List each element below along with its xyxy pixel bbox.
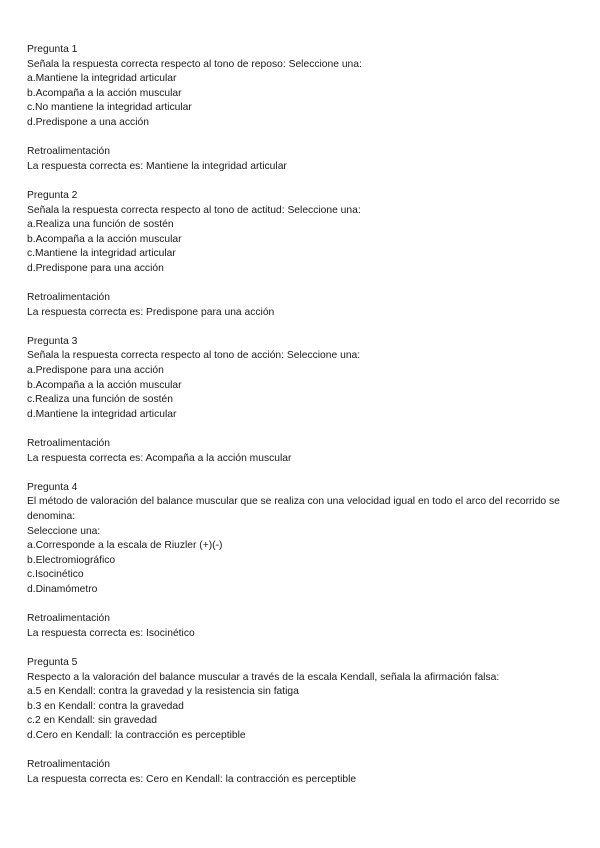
answer-option-a: a.Corresponde a la escala de Riuzler (+)(-) [27,540,223,552]
feedback-heading: Retroalimentación [27,146,110,158]
answer-option-a: a.Predispone para una acción [27,365,164,377]
answer-option-b: b.Electromiográfico [27,554,116,566]
feedback-heading: Retroalimentación [27,759,110,771]
question-block-4 [27,481,575,642]
answer-option-d: d.Dinamómetro [27,583,98,595]
answer-option-c: c.Realiza una función de sostén [27,394,173,406]
question-title: Pregunta 3 [27,335,78,347]
answer-option-b: b.Acompaña a la acción muscular [27,233,182,245]
feedback-text: La respuesta correcta es: Acompaña a la acción muscular [27,452,292,464]
question-title: Pregunta 5 [27,656,78,668]
feedback-text: La respuesta correcta es: Cero en Kendall: la contracción es perceptible [27,773,357,785]
question-prompt: El método de valoración del balance muscular que se realiza con una velocidad igual en todo el arco del recorrido se denomina: [27,496,560,522]
answer-option-d: d.Predispone para una acción [27,262,164,274]
feedback-heading: Retroalimentación [27,613,110,625]
feedback-text: La respuesta correcta es: Predispone para una acción [27,306,275,318]
answer-option-a: a.Realiza una función de sostén [27,219,174,231]
answer-option-b: b.3 en Kendall: contra la gravedad [27,700,184,712]
question-prompt: Señala la respuesta correcta respecto al tono de actitud: Seleccione una: [27,204,361,216]
answer-option-c: c.2 en Kendall: sin gravedad [27,715,157,727]
answer-option-d: d.Mantiene la integridad articular [27,408,177,420]
question-title: Pregunta 1 [27,44,78,55]
answer-option-d: d.Cero en Kendall: la contracción es perceptible [27,729,246,741]
question-prompt: Señala la respuesta correcta respecto al tono de acción: Seleccione una: [27,350,361,362]
answer-option-a: a.5 en Kendall: contra la gravedad y la resistencia sin fatiga [27,686,299,698]
select-label: Seleccione una: [27,525,101,537]
answer-option-c: c.No mantiene la integridad articular [27,102,192,114]
answer-option-a: a.Mantiene la integridad articular [27,73,177,85]
feedback-text: La respuesta correcta es: Isocinético [27,627,195,639]
question-block-2 [27,189,575,320]
question-block-1 [27,43,575,174]
feedback-heading: Retroalimentación [27,438,110,450]
question-block-3 [27,335,575,466]
answer-option-b: b.Acompaña a la acción muscular [27,87,182,99]
question-title: Pregunta 2 [27,189,78,201]
answer-option-c: c.Isocinético [27,569,84,581]
answer-option-b: b.Acompaña a la acción muscular [27,379,182,391]
feedback-text: La respuesta correcta es: Mantiene la integridad articular [27,160,287,172]
question-prompt: Respecto a la valoración del balance muscular a través de la escala Kendall, señala la afirmación falsa: [27,671,500,683]
answer-option-d: d.Predispone a una acción [27,116,149,128]
question-prompt: Señala la respuesta correcta respecto al tono de reposo: Seleccione una: [27,58,362,70]
answer-option-c: c.Mantiene la integridad articular [27,248,176,260]
document-page [27,43,575,802]
question-block-5 [27,656,575,787]
question-title: Pregunta 4 [27,481,78,493]
feedback-heading: Retroalimentación [27,292,110,304]
